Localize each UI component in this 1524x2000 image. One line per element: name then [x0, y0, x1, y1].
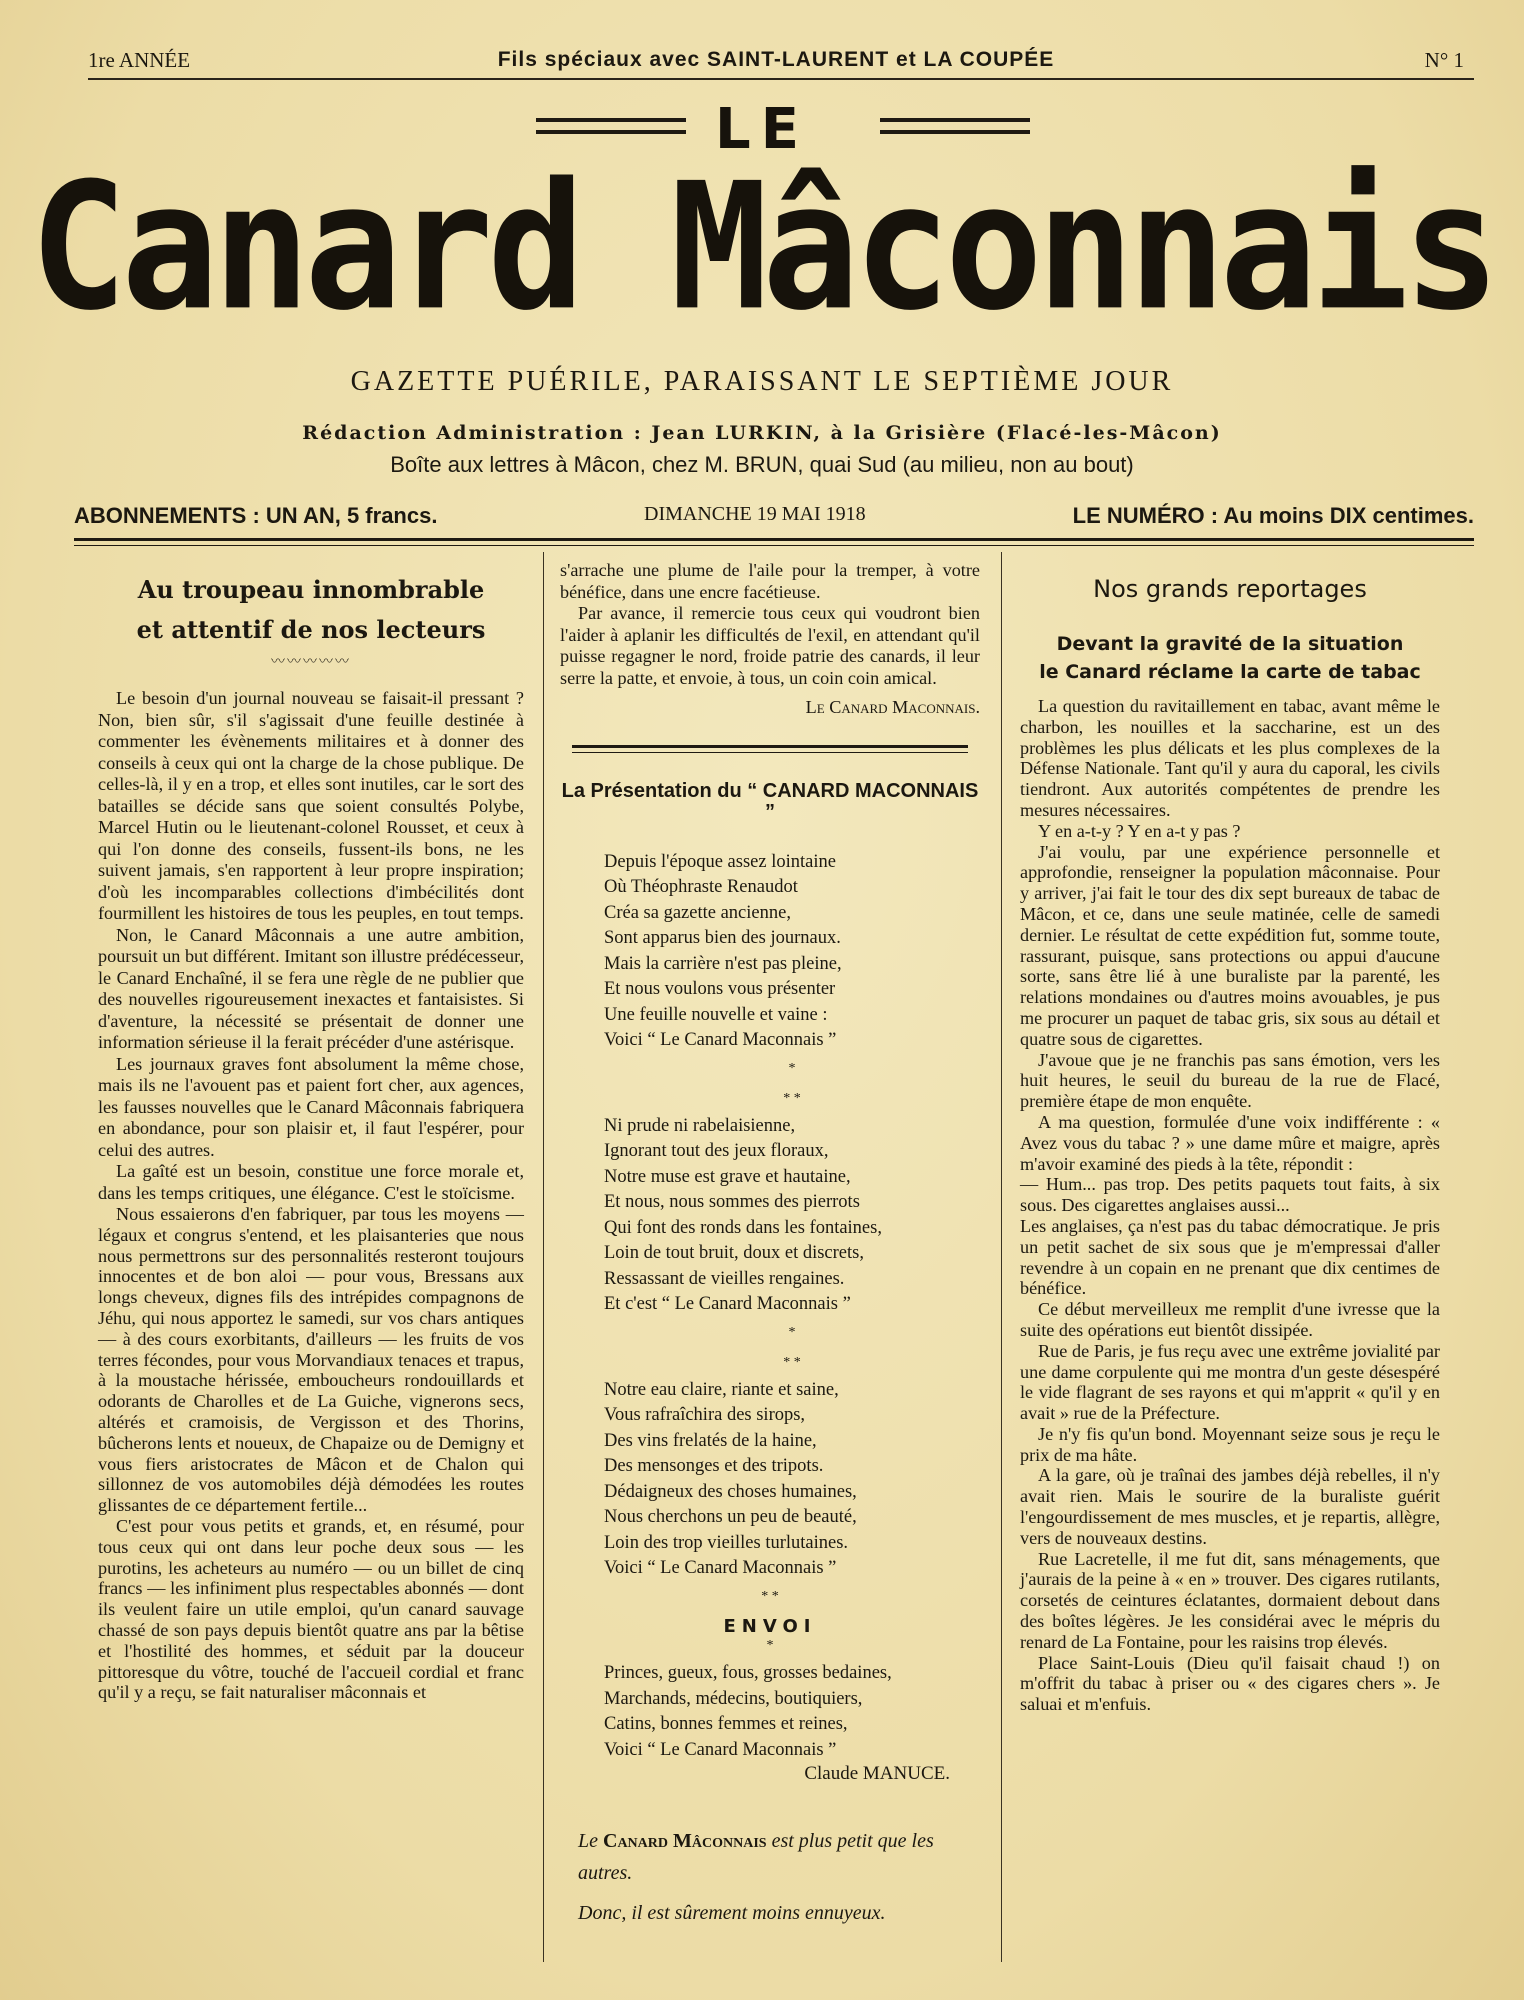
poem-title: La Présentation du “ CANARD MACONNAIS ” — [561, 779, 979, 823]
poem-line: Et c'est “ Le Canard Maconnais ” — [604, 1294, 851, 1314]
year-label: 1re ANNÉE — [88, 48, 191, 72]
signature: Le Canard Maconnais. — [805, 697, 980, 717]
reportage-heading: Nos grands reportages — [1093, 575, 1367, 603]
editorial-paragraph: Nous essaierons d'en fabriquer, par tous les moyens — légaux et congrus s'entend, et les plaisanteries que nous nous permettrons sur des personnalités resteront toujours innocentes et de bon aloi — pour vous, Bressans aux longs cheveux, dignes fils des intrépides compagnons de Jéhu, qui nous apportez le samedi, sur vos chars antiques — à des cours exorbitants, d'ailleurs — les fruits de vos terres fécondes, pour vous Morvandiaux tenaces et trapus, à la moustache hérissée, emboucheurs rondouillards et odorants de Charolles et de La Guiche, vignerons secs, altérés et cramoisis, de Vergisson et des Thorins, bûcherons lents et noueux, de Chapaize ou de Demigny et vous fiers aristocrates de Mâcon et de Chalon qui sillonnez de vos automobiles déjà démodées les routes glissantes de ce département fertile... — [98, 1204, 524, 1516]
reportage-paragraph: Les anglaises, ça n'est pas du tabac démocratique. Je pris un petit sachet de six sous que je m'empressai d'aller revendre à un copain en ne prenant que dix centimes de bénéfice. — [1020, 1215, 1440, 1299]
poem-line: Ressassant de vieilles rengaines. — [604, 1268, 845, 1289]
reportage-paragraph: Rue de Paris, je fus reçu avec une extrême jovialité par une dame corpulente qui me montra d'un geste désespéré le vide flagrant de ses rayons et qui m'apprit « qu'il y en avait » rue de la Préfecture. — [1020, 1340, 1440, 1424]
poem-line: Créa sa gazette ancienne, — [604, 902, 791, 923]
le-bar-right-2 — [880, 130, 1030, 134]
info-bar — [74, 503, 1474, 533]
poem-line: Princes, gueux, fous, grosses bedaines, — [604, 1663, 892, 1683]
poem-line: Où Théophraste Renaudot — [604, 877, 798, 897]
tagline-title: Canard Mâconnais — [603, 1829, 767, 1852]
poem — [604, 850, 980, 1582]
column-reportage — [1020, 560, 1440, 1715]
tagline-part: Le — [578, 1829, 598, 1852]
poem-author: Claude MANUCE. — [804, 1763, 950, 1784]
poem-line: Ignorant tout des jeux floraux, — [604, 1141, 829, 1161]
poem-line: Loin de tout bruit, doux et discrets, — [604, 1243, 864, 1263]
reportage-subheading-line-2: le Canard réclame la carte de tabac — [1039, 661, 1421, 683]
asterism: * * — [761, 1588, 779, 1604]
editorial-heading-line-1: Au troupeau innombrable — [137, 575, 485, 604]
reportage-paragraph: J'ai voulu, par une expérience personnelle et approfondie, renseigner la population mâconnaise. Pour y arriver, j'ai fait le tour des dix sept bureaux de tabac de Mâcon, et ce, dans une seule matinée, celle de samedi dernier. Le résultat de cette expédition fut, somme toute, rassurant, puisque, sans protections ou appui d'aucune sorte, sans être lié à une buraliste par la parenté, les relations mondaines ou d'autres moins avouables, je pus me procurer un paquet de tabac gris, six sous au détail et quatre sous de cigarettes. — [1020, 841, 1440, 1049]
poem-line: Loin des trop vieilles turlutaines. — [604, 1532, 849, 1553]
reportage-paragraph: Je n'y fis qu'un bond. Moyennant seize sous je reçu le prix de ma hâte. — [1020, 1423, 1440, 1465]
poem-line: Et nous, nous sommes des pierrots — [604, 1192, 860, 1212]
editorial-paragraph: C'est pour vous petits et grands, et, en résumé, pour tous ceux qui ont dans leur poche deux sous — les purotins, les acheteurs au numéro — ou un billet de cinq francs — les infiniment plus respectables abonnés — dont ils veulent faire un utile emploi, qu'un canard sauvage chassé de son pays depuis bientôt quatre ans par la bêtise et l'hostilité des hommes, et séduit par la douceur pittoresque du vôtre, touché de l'accueil cordial et franc qu'il y a reçu, se fait naturaliser mâconnais et — [98, 1515, 524, 1703]
poem-line: Notre eau claire, riante et saine, — [604, 1379, 839, 1400]
column-presentation — [560, 560, 980, 1929]
asterism: * * * — [783, 1060, 801, 1106]
asterism: * * * — [783, 1324, 801, 1370]
editorial-paragraph: La gaîté est un besoin, constitue une force morale et, dans les temps critiques, une élégance. C'est le stoïcisme. — [98, 1161, 524, 1203]
poem-line: Des mensonges et des tripots. — [604, 1456, 824, 1476]
poem-line: Ni prude ni rabelaisienne, — [604, 1115, 796, 1136]
column-editorial — [98, 560, 524, 1703]
reportage-paragraph: Place Saint-Louis (Dieu qu'il faisait chaud !) on m'offrit du tabac à priser ou « des cigares chers ». Je saluai et m'enfuis. — [1020, 1652, 1440, 1715]
editorial-heading-line-2: et attentif de nos lecteurs — [136, 615, 486, 644]
le-bar-right-1 — [880, 118, 1030, 122]
continued-paragraph: s'arrache une plume de l'aile pour la tremper, à votre bénéfice, dans une encre facétieuse. — [560, 560, 980, 602]
stanza-2 — [604, 1114, 980, 1318]
poem-line: Sont apparus bien des journaux. — [604, 928, 841, 948]
masthead-subtitle: GAZETTE PUÉRILE, PARAISSANT LE SEPTIÈME JOUR — [350, 366, 1174, 397]
reportage-paragraph: — Hum... pas trop. Des petits paquets tout faits, à six sous. Des cigarettes anglaises aussi... — [1020, 1174, 1440, 1216]
reportage-subheading-line-1: Devant la gravité de la situation — [1056, 633, 1404, 655]
editorial-paragraph: Le besoin d'un journal nouveau se faisait-il pressant ? Non, bien sûr, s'il s'agissait d'une feuille destinée à commenter les évènements militaires et à donner des conseils à ceux qui ont la charge de la chose publique. De celles-là, il y en a trop, et elles sont inutiles, car le sort des batailles se décide sans que soient consultés Polybe, Marcel Hutin ou le lieutenant-colonel Rousset, et ceux à qui l'on donne des conseils, fussent-ils bons, ne les suivent jamais, s'en rapportent à leur propre inspiration; d'où les incomparables collections d'imbécilités dont fourmillent les histoires de tous les peuples, en tout temps. — [98, 688, 524, 923]
reportage-paragraph: A la gare, où je traînai des jambes déjà rebelles, il n'y avait rien. Mais le sourire de la buraliste guérit l'engourdissement de mes muscles, et je repartis, allègre, vers de nouveaux destins. — [1020, 1465, 1440, 1548]
issue-date: DIMANCHE 19 MAI 1918 — [644, 503, 866, 525]
tagline-part: est plus petit que les autres. — [578, 1829, 934, 1884]
stanza-4 — [604, 1661, 980, 1763]
price-label: LE NUMÉRO : Au moins DIX centimes. — [1072, 503, 1474, 528]
column-divider-2 — [1001, 552, 1002, 1962]
poem-line: Vous rafraîchira des sirops, — [604, 1405, 806, 1425]
poem-line: Nous cherchons un peu de beauté, — [604, 1507, 857, 1527]
poem-line: Voici “ Le Canard Maconnais ” — [604, 1739, 837, 1760]
thanks-paragraph: Par avance, il remercie tous ceux qui voudront bien l'aider à aplanir les difficultés de l'exil, en attendant qu'il puisse regagner le nord, froide patrie des canards, il leur serre la patte, et envoie, à tous, un coin coin amical. — [560, 603, 980, 688]
issue-number: N° 1 — [1424, 48, 1464, 72]
reportage-subheading — [1020, 630, 1440, 686]
section-rule — [572, 745, 968, 748]
poem-line: Qui font des ronds dans les fontaines, — [604, 1217, 882, 1238]
asterism: * — [766, 1638, 774, 1653]
poem-line: Voici “ Le Canard Maconnais ” — [604, 1558, 837, 1578]
poem-line: Des vins frelatés de la haine, — [604, 1430, 817, 1451]
tagline — [560, 1825, 980, 1929]
tagline-line-2: Donc, il est sûrement moins ennuyeux. — [578, 1901, 886, 1924]
reportage-paragraph: J'avoue que je ne franchis pas sans émotion, vers les huit heures, le seuil du bureau de la rue de Flacé, première étape de mon enquête. — [1020, 1049, 1440, 1112]
reportage-paragraph: Y en a-t-y ? Y en a-t y pas ? — [1038, 820, 1241, 841]
editorial-paragraph: Les journaux graves font absolument la même chose, mais ils ne l'avouent pas et paient fort cher, aux agences, les fausses nouvelles que le Canard Mâconnais fabriquera en abondance, pour son plaisir et, il faut l'espérer, pour celui des autres. — [98, 1053, 524, 1160]
editorial-paragraph: Non, le Canard Mâconnais a une autre ambition, poursuit un but différent. Imitant son illustre prédécesseur, le Canard Enchaîné, il se fera une règle de ne publier que des nouvelles rigoureusement inexactes et fantaisistes. Si d'aventure, la nécessité se présentait de donner une information sérieuse il la ferait précéder d'une astérisque. — [98, 924, 524, 1052]
poem-line: Catins, bonnes femmes et reines, — [604, 1714, 848, 1734]
section-rule-thin — [572, 752, 968, 753]
poem-line: Mais la carrière n'est pas pleine, — [604, 953, 842, 974]
reportage-paragraph: Rue Lacretelle, il me fut dit, sans ménagements, que j'aurais de la peine à « en » trouver. Des cigares rutilants, corsetés de ceintures éclatantes, dormaient debout dans des boîtes légères. Je les considérai avec le mépris du renard de La Fontaine, pour les raisins trop élevés. — [1020, 1548, 1440, 1652]
poem-line: Voici “ Le Canard Maconnais ” — [604, 1030, 837, 1050]
ornament-rule: 〰〰〰〰〰 — [271, 655, 351, 670]
reportage-paragraph: A ma question, formulée d'une voix indifférente : « Avez vous du tabac ? » une dame mûre et maigre, après m'avoir examiné des pieds à la tête, répondit : — [1020, 1111, 1440, 1174]
stanza-1 — [604, 850, 980, 1054]
header-rule-thick — [74, 538, 1474, 541]
poem-line: Dédaigneux des choses humaines, — [604, 1481, 857, 1502]
masthead-title: Canard Mâconnais — [29, 146, 1495, 350]
redaction-line: Rédaction Administration : Jean LURKIN, à la Grisière (Flacé-les-Mâcon) — [302, 422, 1222, 444]
top-line — [88, 48, 1464, 76]
poem-line: Marchands, médecins, boutiquiers, — [604, 1688, 863, 1709]
top-rule — [88, 78, 1474, 80]
header-rule-thin — [74, 545, 1474, 546]
mailbox-line: Boîte aux lettres à Mâcon, chez M. BRUN, quai Sud (au milieu, non au bout) — [390, 452, 1134, 477]
poem-line: Et nous voulons vous présenter — [604, 979, 836, 999]
editorial-heading — [98, 570, 524, 650]
stanza-3 — [604, 1378, 980, 1582]
poem-line: Notre muse est grave et hautaine, — [604, 1166, 851, 1187]
column-divider-1 — [543, 552, 544, 1962]
reportage-paragraph: La question du ravitaillement en tabac, avant même le charbon, les nouilles et la saccharine, est un des problèmes les plus délicats et les plus complexes de la Défense Nationale. Tant qu'il y aura du caporal, les civils tiendront. Aux autorités compétentes de prendre les mesures nécessaires. — [1020, 696, 1440, 820]
poem-line: Une feuille nouvelle et vaine : — [604, 1004, 828, 1025]
subscription-label: ABONNEMENTS : UN AN, 5 francs. — [74, 503, 438, 528]
poem-line: Depuis l'époque assez lointaine — [604, 851, 836, 872]
masthead-le: LE — [715, 97, 809, 162]
envoi-heading: ENVOI — [723, 1615, 817, 1637]
wires-label: Fils spéciaux avec SAINT-LAURENT et LA COUPÉE — [497, 48, 1055, 71]
reportage-paragraph: Ce début merveilleux me remplit d'une ivresse que la suite des opérations eut bientôt dissipée. — [1020, 1299, 1440, 1340]
